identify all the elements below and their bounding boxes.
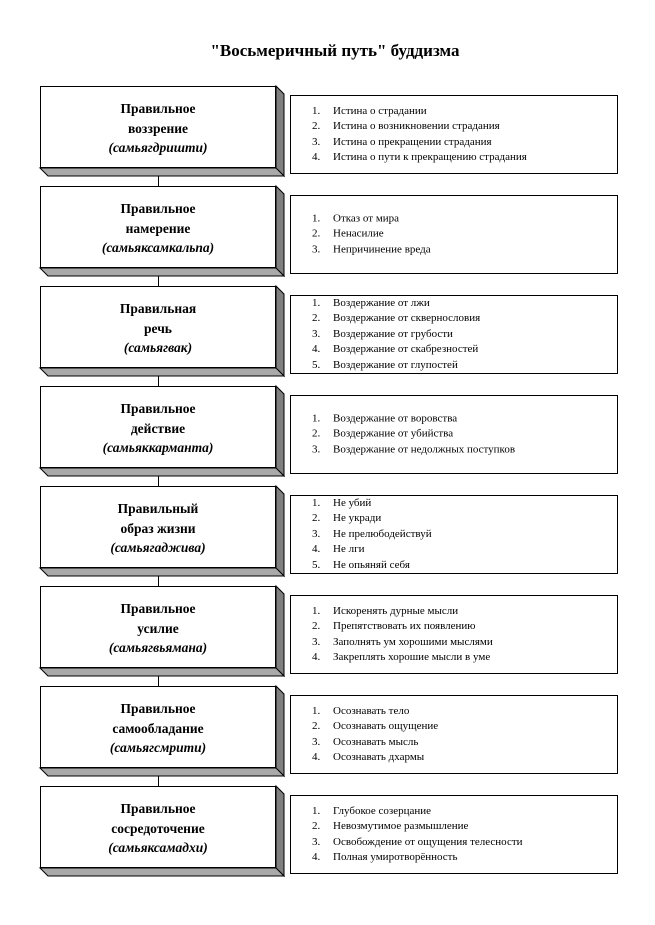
step-sanskrit-term: (самьяксамкальпа) xyxy=(101,240,215,255)
step-details-box xyxy=(290,695,618,774)
path-step xyxy=(40,586,620,678)
list-item-text: Воздержание от глупостей xyxy=(333,358,458,371)
step-details-box xyxy=(290,95,618,174)
list-item-number: 3. xyxy=(312,527,321,540)
list-item-text: Полная умиротворённость xyxy=(333,851,458,864)
list-item-number: 3. xyxy=(312,835,321,848)
step-sanskrit-term: (самьягсмрити) xyxy=(109,740,207,755)
list-item-text: Воздержание от воровства xyxy=(333,412,458,425)
list-item-number: 2. xyxy=(312,427,321,440)
list-item-text: Не укради xyxy=(333,512,382,525)
step-connector xyxy=(158,176,159,186)
step-details-list xyxy=(291,411,617,458)
step-details-list xyxy=(291,296,617,374)
step-box xyxy=(40,286,276,368)
list-item-text: Не убий xyxy=(333,496,372,509)
step-details-list xyxy=(291,103,617,165)
list-item xyxy=(312,358,617,374)
list-item xyxy=(312,735,617,751)
list-item-text: Невозмутимое размышление xyxy=(333,819,469,832)
list-item xyxy=(312,496,617,512)
list-item xyxy=(312,603,617,619)
step-connector xyxy=(158,276,159,286)
path-step xyxy=(40,386,620,478)
step-box xyxy=(40,86,276,168)
step-name-line: Правильное xyxy=(120,401,196,416)
step-name-line: образ жизни xyxy=(120,520,196,536)
list-item-text: Истина о пути к прекращению страдания xyxy=(333,151,527,164)
list-item-text: Глубокое созерцание xyxy=(333,804,432,817)
step-label xyxy=(40,299,276,358)
list-item-number: 4. xyxy=(312,851,321,864)
list-item-number: 5. xyxy=(312,358,321,371)
list-item xyxy=(312,850,617,866)
list-item xyxy=(312,342,617,358)
list-item-text: Воздержание от лжи xyxy=(333,296,430,309)
list-item-number: 1. xyxy=(312,704,321,717)
step-name-line: действие xyxy=(130,420,186,436)
list-item-number: 3. xyxy=(312,635,321,648)
list-item-text: Препятствовать их появлению xyxy=(333,619,476,632)
step-details-box xyxy=(290,595,618,674)
list-item-number: 2. xyxy=(312,719,321,732)
list-item-number: 3. xyxy=(312,443,321,456)
step-label xyxy=(40,799,276,858)
list-item-number: 4. xyxy=(312,751,321,764)
step-name-line: Правильное xyxy=(120,701,196,716)
step-box xyxy=(40,486,276,568)
step-details-box xyxy=(290,395,618,474)
step-sanskrit-term: (самьяккарманта) xyxy=(102,440,214,455)
list-item-number: 1. xyxy=(312,804,321,817)
step-details-box xyxy=(290,795,618,874)
step-sanskrit-term: (самьягдришти) xyxy=(108,140,208,155)
list-item-text: Не прелюбодействуй xyxy=(333,527,432,540)
path-step xyxy=(40,86,620,178)
list-item xyxy=(312,296,617,312)
step-name-line: Правильное xyxy=(120,101,196,116)
list-item-number: 3. xyxy=(312,135,321,148)
step-name-line: самообладание xyxy=(112,720,204,736)
list-item-number: 2. xyxy=(312,512,321,525)
step-connector xyxy=(158,676,159,686)
list-item xyxy=(312,427,617,443)
list-item xyxy=(312,227,617,243)
list-item-text: Воздержание от скабрезностей xyxy=(333,343,479,356)
list-item-number: 5. xyxy=(312,558,321,571)
step-details-list xyxy=(291,603,617,665)
step-details-box xyxy=(290,195,618,274)
list-item xyxy=(312,750,617,766)
list-item xyxy=(312,703,617,719)
list-item-number: 1. xyxy=(312,604,321,617)
step-box xyxy=(40,686,276,768)
list-item xyxy=(312,835,617,851)
list-item xyxy=(312,511,617,527)
list-item-number: 4. xyxy=(312,651,321,664)
step-label xyxy=(40,199,276,258)
list-item xyxy=(312,311,617,327)
step-name-line: намерение xyxy=(125,220,191,236)
list-item xyxy=(312,719,617,735)
list-item xyxy=(312,527,617,543)
list-item-number: 2. xyxy=(312,619,321,632)
list-item-text: Истина о возникновении страдания xyxy=(333,119,500,132)
list-item-text: Воздержание от недолжных поступков xyxy=(333,443,516,456)
step-box xyxy=(40,186,276,268)
list-item xyxy=(312,211,617,227)
step-label xyxy=(40,599,276,658)
list-item-text: Воздержание от сквернословия xyxy=(333,312,481,325)
list-item xyxy=(312,103,617,119)
list-item xyxy=(312,542,617,558)
list-item-text: Воздержание от убийства xyxy=(333,427,454,440)
list-item xyxy=(312,803,617,819)
step-details-box xyxy=(290,495,618,574)
step-details-list xyxy=(291,803,617,865)
step-details-list xyxy=(291,496,617,574)
step-box xyxy=(40,786,276,868)
step-connector xyxy=(158,776,159,786)
list-item-number: 3. xyxy=(312,327,321,340)
step-connector xyxy=(158,576,159,586)
list-item-number: 2. xyxy=(312,119,321,132)
step-name-line: сосредоточение xyxy=(111,820,205,836)
list-item-number: 1. xyxy=(312,496,321,509)
list-item-number: 3. xyxy=(312,735,321,748)
list-item-number: 3. xyxy=(312,243,321,256)
list-item-text: Осознавать тело xyxy=(333,704,410,717)
step-label xyxy=(40,499,276,558)
list-item-number: 1. xyxy=(312,212,321,225)
path-step xyxy=(40,286,620,378)
step-name-line: Правильное xyxy=(120,201,196,216)
list-item-text: Освобождение от ощущения телесности xyxy=(333,835,523,848)
list-item-text: Истина о прекращении страдания xyxy=(333,135,492,148)
step-box xyxy=(40,386,276,468)
list-item-text: Искоренять дурные мысли xyxy=(333,604,459,617)
list-item-text: Воздержание от грубости xyxy=(333,327,453,340)
list-item xyxy=(312,242,617,258)
list-item xyxy=(312,119,617,135)
path-step xyxy=(40,186,620,278)
step-box xyxy=(40,586,276,668)
step-name-line: Правильное xyxy=(120,601,196,616)
step-name-line: воззрение xyxy=(127,120,188,136)
list-item-text: Не лги xyxy=(333,543,365,556)
list-item-number: 1. xyxy=(312,412,321,425)
list-item xyxy=(312,819,617,835)
step-sanskrit-term: (самьяксамадхи) xyxy=(108,840,208,855)
diagram-title: "Восьмеричный путь" буддизма xyxy=(210,41,460,60)
list-item-number: 1. xyxy=(312,104,321,117)
step-name-line: Правильная xyxy=(119,301,197,316)
step-name-line: усилие xyxy=(137,620,179,636)
list-item xyxy=(312,558,617,574)
list-item-number: 2. xyxy=(312,819,321,832)
list-item-text: Осознавать ощущение xyxy=(333,719,439,732)
step-details-list xyxy=(291,211,617,258)
list-item xyxy=(312,150,617,166)
step-name-line: Правильное xyxy=(120,801,196,816)
path-step xyxy=(40,786,620,878)
step-details-list xyxy=(291,703,617,765)
list-item xyxy=(312,411,617,427)
path-step xyxy=(40,686,620,778)
step-connector xyxy=(158,476,159,486)
step-sanskrit-term: (самьягаджива) xyxy=(110,540,206,555)
step-label xyxy=(40,399,276,458)
list-item xyxy=(312,327,617,343)
list-item-text: Осознавать дхармы xyxy=(333,751,425,764)
list-item xyxy=(312,635,617,651)
step-name-line: Правильный xyxy=(117,501,199,516)
list-item-text: Осознавать мысль xyxy=(333,735,419,748)
path-step xyxy=(40,486,620,578)
list-item-number: 4. xyxy=(312,151,321,164)
list-item-number: 4. xyxy=(312,343,321,356)
step-label xyxy=(40,99,276,158)
list-item-number: 2. xyxy=(312,312,321,325)
list-item-number: 1. xyxy=(312,296,321,309)
list-item-text: Не опьяняй себя xyxy=(333,558,410,571)
list-item-text: Отказ от мира xyxy=(333,212,400,225)
step-label xyxy=(40,699,276,758)
step-details-box xyxy=(290,295,618,374)
list-item-number: 4. xyxy=(312,543,321,556)
list-item-text: Истина о страдании xyxy=(333,104,427,117)
list-item-text: Закреплять хорошие мысли в уме xyxy=(333,651,491,664)
list-item xyxy=(312,650,617,666)
step-name-line: речь xyxy=(144,320,172,336)
list-item xyxy=(312,442,617,458)
list-item xyxy=(312,135,617,151)
list-item-text: Непричинение вреда xyxy=(333,243,431,256)
list-item xyxy=(312,619,617,635)
step-connector xyxy=(158,376,159,386)
list-item-text: Заполнять ум хорошими мыслями xyxy=(333,635,493,648)
list-item-number: 2. xyxy=(312,227,321,240)
step-sanskrit-term: (самьягвак) xyxy=(123,340,193,355)
step-sanskrit-term: (самьягвьямана) xyxy=(108,640,208,655)
list-item-text: Ненасилие xyxy=(333,227,384,240)
